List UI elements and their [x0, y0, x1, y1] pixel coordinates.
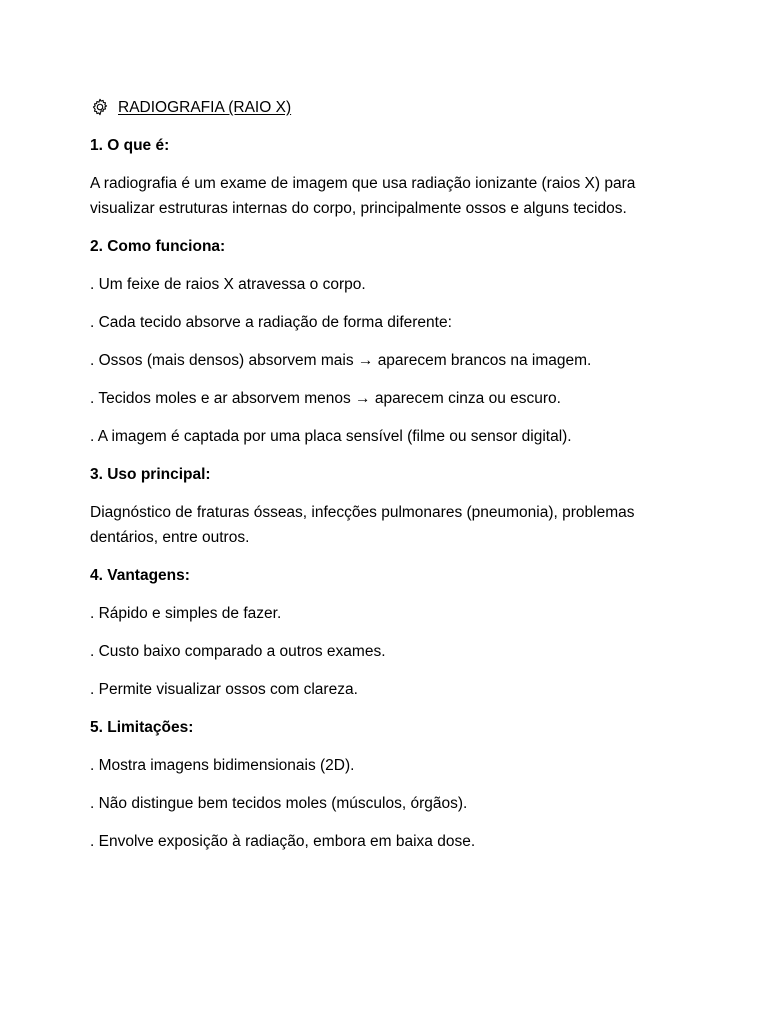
section-heading-how-it-works: 2. Como funciona:	[90, 238, 226, 255]
document-title: RADIOGRAFIA (RAIO X)	[118, 98, 292, 116]
how-it-works-item-4: . Tecidos moles e ar absorvem menos → aparecem cinza ou escuro.	[90, 390, 561, 407]
limitations-item-2: . Não distingue bem tecidos moles (músculos, órgãos).	[90, 795, 468, 812]
section-heading-main-use: 3. Uso principal:	[90, 466, 211, 483]
section-heading-limitations: 5. Limitações:	[90, 719, 194, 736]
how-it-works-item-2: . Cada tecido absorve a radiação de forma diferente:	[90, 314, 452, 331]
advantages-item-1: . Rápido e simples de fazer.	[90, 605, 282, 622]
how-it-works-item-3: . Ossos (mais densos) absorvem mais → aparecem brancos na imagem.	[90, 352, 592, 369]
section-paragraph-main-use: Diagnóstico de fraturas ósseas, infecções pulmonares (pneumonia), problemas dentários, entre outros.	[90, 504, 635, 546]
how-it-works-item-1: . Um feixe de raios X atravessa o corpo.	[90, 276, 366, 293]
section-paragraph-what-is: A radiografia é um exame de imagem que usa radiação ionizante (raios X) para visualizar estruturas internas do corpo, principalmente ossos e alguns tecidos.	[90, 175, 636, 217]
section-heading-what-is: 1. O que é:	[90, 137, 170, 154]
section-heading-advantages: 4. Vantagens:	[90, 567, 190, 584]
limitations-item-1: . Mostra imagens bidimensionais (2D).	[90, 757, 355, 774]
how-it-works-item-5: . A imagem é captada por uma placa sensível (filme ou sensor digital).	[90, 428, 572, 445]
document-body	[90, 96, 690, 867]
title-line	[90, 96, 690, 118]
advantages-item-2: . Custo baixo comparado a outros exames.	[90, 643, 386, 660]
limitations-item-3: . Envolve exposição à radiação, embora em baixa dose.	[90, 833, 476, 850]
advantages-item-3: . Permite visualizar ossos com clareza.	[90, 681, 358, 698]
gear-icon	[90, 97, 110, 117]
